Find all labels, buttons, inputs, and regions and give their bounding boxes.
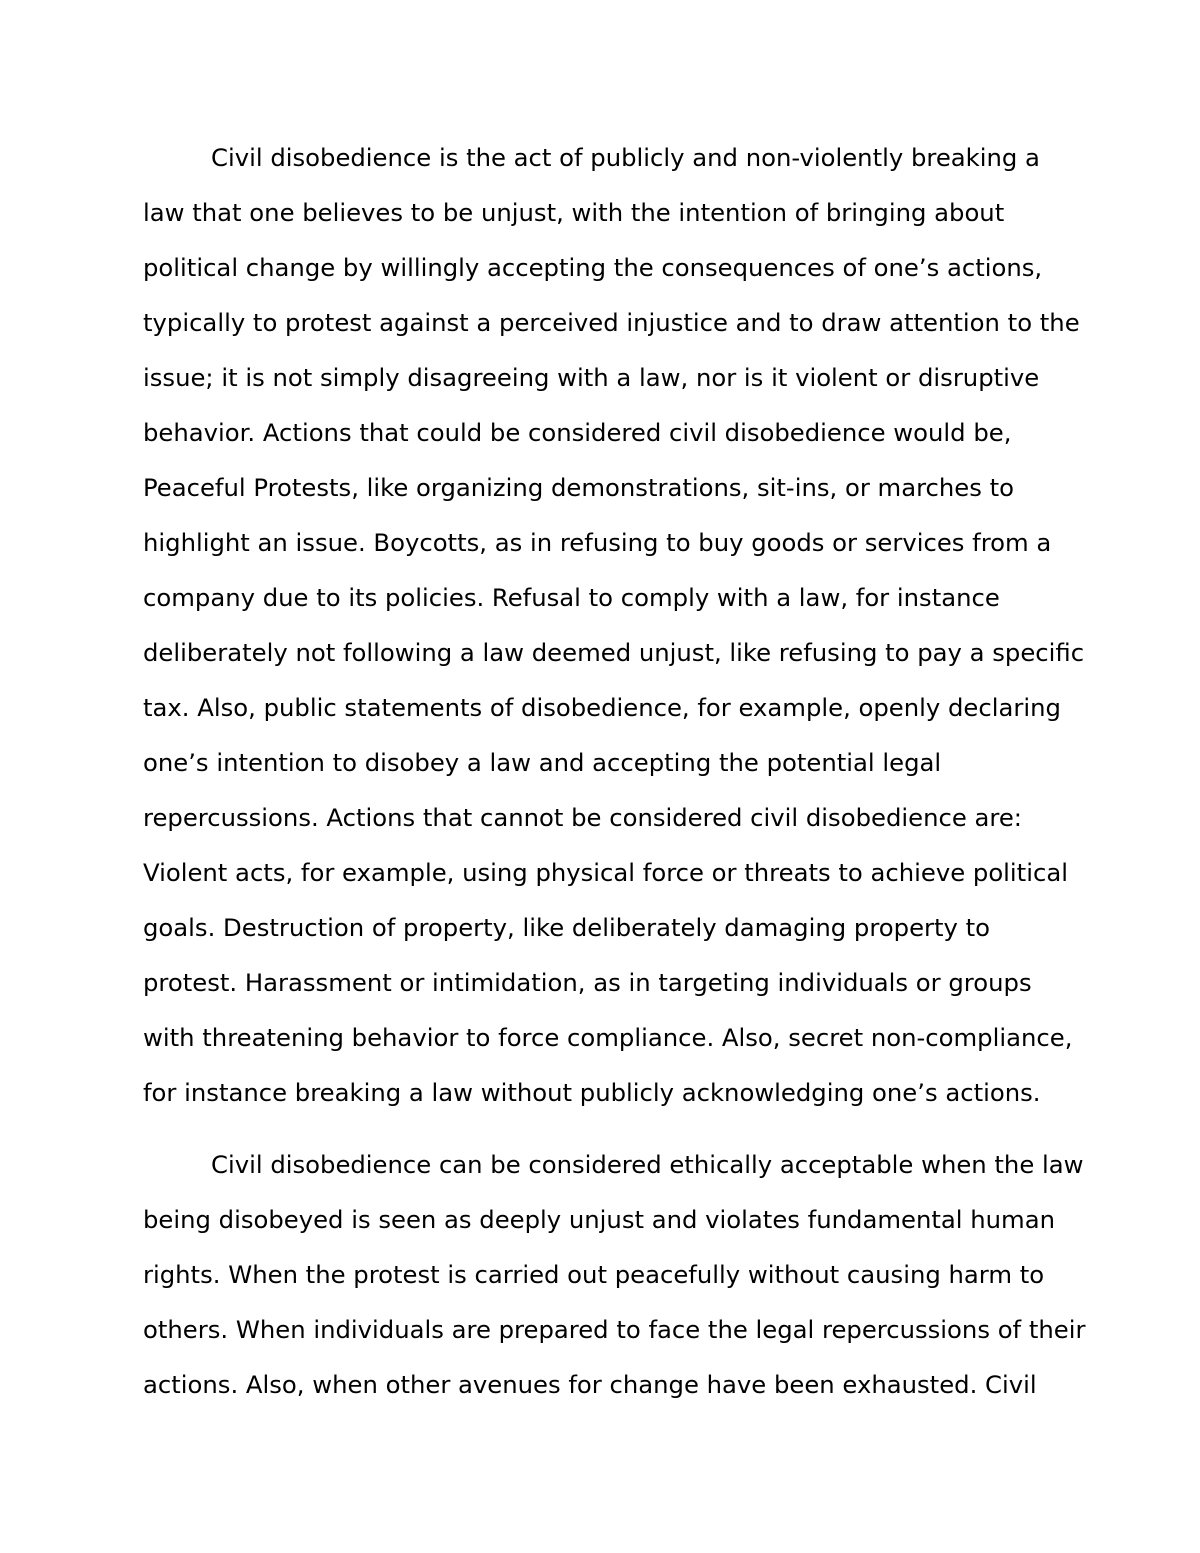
- document-body: [143, 130, 1086, 1412]
- paragraph-line: for instance breaking a law without publicly acknowledging one’s actions.: [143, 1078, 1041, 1107]
- paragraph-line: rights. When the protest is carried out peacefully without causing harm to: [143, 1260, 1045, 1289]
- paragraph-line: deliberately not following a law deemed unjust, like refusing to pay a specific: [143, 638, 1085, 667]
- paragraph-2: [143, 1137, 1086, 1412]
- paragraph-line: Peaceful Protests, like organizing demonstrations, sit-ins, or marches to: [143, 473, 1015, 502]
- paragraph-line: goals. Destruction of property, like deliberately damaging property to: [143, 913, 991, 942]
- paragraph-line: tax. Also, public statements of disobedience, for example, openly declaring: [143, 693, 1061, 722]
- paragraph-line: protest. Harassment or intimidation, as in targeting individuals or groups: [143, 968, 1032, 997]
- paragraph-line: issue; it is not simply disagreeing with a law, nor is it violent or disruptive: [143, 363, 1040, 392]
- paragraph-line: Civil disobedience can be considered ethically acceptable when the law: [211, 1150, 1084, 1179]
- paragraph-line: Violent acts, for example, using physical force or threats to achieve political: [143, 858, 1068, 887]
- paragraph-line: company due to its policies. Refusal to comply with a law, for instance: [143, 583, 1000, 612]
- paragraph-line: behavior. Actions that could be considered civil disobedience would be,: [143, 418, 1012, 447]
- paragraph-line: political change by willingly accepting the consequences of one’s actions,: [143, 253, 1043, 282]
- paragraph-line: typically to protest against a perceived injustice and to draw attention to the: [143, 308, 1080, 337]
- paragraph-1: [143, 130, 1085, 1120]
- paragraph-line: one’s intention to disobey a law and accepting the potential legal: [143, 748, 942, 777]
- paragraph-line: Civil disobedience is the act of publicly and non-violently breaking a: [211, 143, 1040, 172]
- paragraph-line: repercussions. Actions that cannot be considered civil disobedience are:: [143, 803, 1022, 832]
- paragraph-line: highlight an issue. Boycotts, as in refusing to buy goods or services from a: [143, 528, 1052, 557]
- paragraph-line: law that one believes to be unjust, with the intention of bringing about: [143, 198, 1005, 227]
- paragraph-line: actions. Also, when other avenues for change have been exhausted. Civil: [143, 1370, 1037, 1399]
- paragraph-line: being disobeyed is seen as deeply unjust and violates fundamental human: [143, 1205, 1055, 1234]
- paragraph-line: others. When individuals are prepared to face the legal repercussions of their: [143, 1315, 1086, 1344]
- paragraph-line: with threatening behavior to force compliance. Also, secret non-compliance,: [143, 1023, 1073, 1052]
